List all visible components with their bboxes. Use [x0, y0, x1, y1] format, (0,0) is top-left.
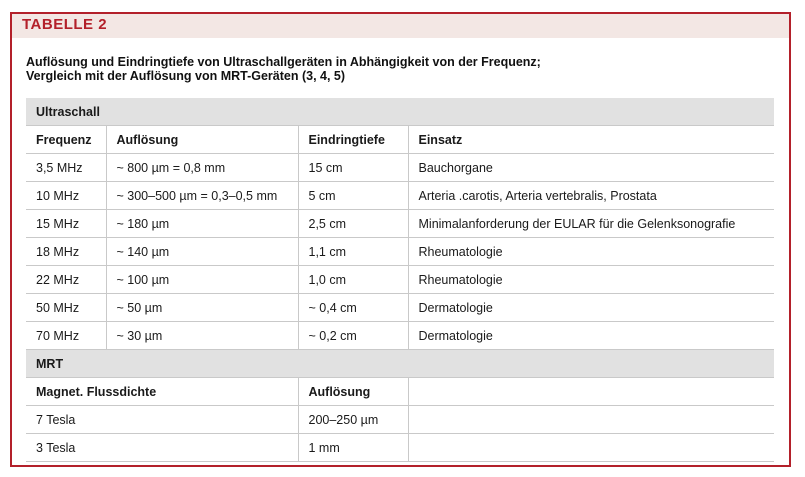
- header-cell-aufloesung: Auflösung: [106, 126, 298, 154]
- table-cell: Dermatologie: [408, 294, 774, 322]
- section-row-mrt: [26, 350, 774, 378]
- table-cell: 7 Tesla: [26, 406, 298, 434]
- table-cell: 1,1 cm: [298, 238, 408, 266]
- caption-line-1: Auflösung und Eindringtiefe von Ultraschallgeräten in Abhängigkeit von der Frequenz;: [26, 55, 541, 69]
- table-row: [26, 434, 774, 462]
- table-cell: Minimalanforderung der EULAR für die Gelenksonografie: [408, 210, 774, 238]
- table-cell: 200–250 µm: [298, 406, 408, 434]
- table-cell: Rheumatologie: [408, 238, 774, 266]
- table-caption: [26, 55, 776, 83]
- table-label-band: [12, 14, 789, 38]
- data-table: [26, 98, 774, 462]
- table-cell: Rheumatologie: [408, 266, 774, 294]
- header-cell-mrt-aufloesung: Auflösung: [298, 378, 408, 406]
- table-cell: 22 MHz: [26, 266, 106, 294]
- caption-line-2: Vergleich mit der Auflösung von MRT-Geräten (3, 4, 5): [26, 69, 346, 83]
- empty-cell: [408, 406, 774, 434]
- header-cell-eindringtiefe: Eindringtiefe: [298, 126, 408, 154]
- table-cell: 10 MHz: [26, 182, 106, 210]
- table-frame: [10, 12, 791, 467]
- table-cell: Dermatologie: [408, 322, 774, 350]
- table-cell: 15 MHz: [26, 210, 106, 238]
- table-row: [26, 210, 774, 238]
- table-cell: Bauchorgane: [408, 154, 774, 182]
- table-cell: ~ 180 µm: [106, 210, 298, 238]
- header-row-mrt: [26, 378, 774, 406]
- table-cell: ~ 300–500 µm = 0,3–0,5 mm: [106, 182, 298, 210]
- table-cell: 1,0 cm: [298, 266, 408, 294]
- section-row-ultrasound: [26, 98, 774, 126]
- header-cell-flussdichte: Magnet. Flussdichte: [26, 378, 298, 406]
- table-cell: 50 MHz: [26, 294, 106, 322]
- section-title-ultrasound: Ultraschall: [26, 98, 774, 126]
- table-cell: ~ 50 µm: [106, 294, 298, 322]
- table-cell: ~ 0,4 cm: [298, 294, 408, 322]
- header-cell-frequenz: Frequenz: [26, 126, 106, 154]
- table-row: [26, 154, 774, 182]
- section-title-mrt: MRT: [26, 350, 774, 378]
- table-cell: ~ 800 µm = 0,8 mm: [106, 154, 298, 182]
- table-cell: 70 MHz: [26, 322, 106, 350]
- table-cell: ~ 0,2 cm: [298, 322, 408, 350]
- table-cell: 1 mm: [298, 434, 408, 462]
- table-cell: ~ 140 µm: [106, 238, 298, 266]
- table-cell: 18 MHz: [26, 238, 106, 266]
- table-cell: 3,5 MHz: [26, 154, 106, 182]
- header-cell-einsatz: Einsatz: [408, 126, 774, 154]
- empty-cell: [408, 378, 774, 406]
- table-row: [26, 322, 774, 350]
- table-row: [26, 238, 774, 266]
- table-row: [26, 406, 774, 434]
- table-cell: 3 Tesla: [26, 434, 298, 462]
- table-row: [26, 266, 774, 294]
- table-cell: Arteria .carotis, Arteria vertebralis, Prostata: [408, 182, 774, 210]
- table-label: TABELLE 2: [22, 16, 108, 33]
- table-cell: ~ 100 µm: [106, 266, 298, 294]
- table-cell: 15 cm: [298, 154, 408, 182]
- table-cell: ~ 30 µm: [106, 322, 298, 350]
- table-cell: 5 cm: [298, 182, 408, 210]
- table-row: [26, 294, 774, 322]
- empty-cell: [408, 434, 774, 462]
- header-row-ultrasound: [26, 126, 774, 154]
- table-cell: 2,5 cm: [298, 210, 408, 238]
- table-row: [26, 182, 774, 210]
